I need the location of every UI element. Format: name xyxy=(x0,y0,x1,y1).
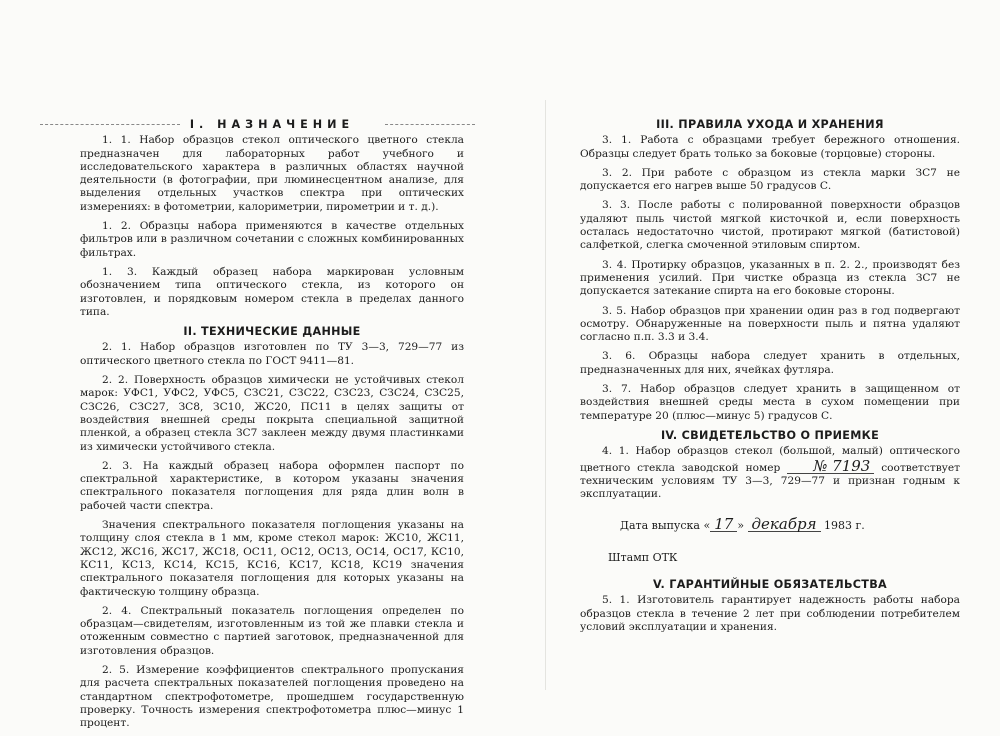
release-year: 1983 г. xyxy=(824,519,865,533)
paragraph-2-1: 2. 1. Набор образцов изготовлен по ТУ 3—3, 729—77 из оптического цветного стекла по ГОСТ 9411—81. xyxy=(80,341,464,367)
paragraph-3-3: 3. 3. После работы с полированной поверхности образцов удаляют пыль чистой мягкой кисточкой и, если поверхность осталась недостаточно чистой, протирают мягкой (батистовой) салфеткой, слегка смоченной этиловым спиртом. xyxy=(580,199,960,252)
release-date-quote: » xyxy=(737,519,745,533)
paragraph-5-1: 5. 1. Изготовитель гарантирует надежность работы набора образцов стекла в течение 2 лет при соблюдении потребителем условий эксплуатации и хранения. xyxy=(580,594,960,633)
paragraph-1-1: 1. 1. Набор образцов стекол оптического цветного стекла предназначен для лабораторных работ учебного и исследовательского характера в различных областях научной деятельности (в фотографии, при люминесцентном анализе, для выделения отдельных участков спектра при оптических измерениях: в фотометрии, калориметрии, пирометрии и т. д.). xyxy=(80,134,464,213)
paragraph-3-4: 3. 4. Протирку образцов, указанных в п. 2. 2., производят без применения усилий. При чистке образца из стекла ЗС7 не допускается затекание спирта на его боковые стороны. xyxy=(580,258,960,298)
paragraph-2-3-values: Значения спектрального показателя поглощения указаны на толщину слоя стекла в 1 мм, кроме стекол марок: ЖС10, ЖС11, ЖС12, ЖС16, ЖС17, ЖС18, ОС11, ОС12, ОС13, ОС14, ОС17, КС10, КС11, КС13, КС14, КС15, КС16, КС17, КС18, КС19 значения спектрального показателя поглощения для которых указаны на фактическую толщину образца. xyxy=(80,519,464,598)
paragraph-3-6: 3. 6. Образцы набора следует хранить в отдельных, предназначенных для них, ячейках футляра. xyxy=(580,350,960,376)
paragraph-2-4: 2. 4. Спектральный показатель поглощения определен по образцам—свидетелям, изготовленным из той же плавки стекла и отоженным совместно с партией заготовок, предназначенной для изготовления образцов. xyxy=(80,604,464,657)
paragraph-4-1 xyxy=(580,445,960,501)
paragraph-2-2: 2. 2. Поверхность образцов химически не устойчивых стекол марок: УФС1, УФС2, УФС5, СЗС21, СЗС22, СЗС23, СЗС24, СЗС25, СЗС26, СЗС27, ЗС8, ЗС10, ЖС20, ПС11 в целях защиты от воздействия внешней среды покрыта специальной защитной пленкой, а образец стекла ЗС7 заклеен между двумя пластинками из химически устойчивого стекла. xyxy=(80,374,464,453)
release-date-line xyxy=(580,517,960,532)
paragraph-3-5: 3. 5. Набор образцов при хранении один раз в год подвергают осмотру. Обнаруженные на поверхности пыль и пятна удаляют согласно п.п. 3.3 и 3.4. xyxy=(580,304,960,344)
paragraph-4-1-start: 4. 1. Набор образцов стекол (большой, малый) оптического цветного стекла заводской номер xyxy=(580,445,960,474)
release-month-handwritten: декабря xyxy=(748,517,821,532)
section-3-title: III. ПРАВИЛА УХОДА И ХРАНЕНИЯ xyxy=(656,118,884,131)
release-day-handwritten: 17 xyxy=(710,517,737,532)
section-1-title: I. НАЗНАЧЕНИЕ xyxy=(189,118,355,131)
left-page xyxy=(80,118,464,736)
otk-stamp-label: Штамп ОТК xyxy=(608,550,678,564)
page-fold-line xyxy=(545,100,546,690)
paragraph-2-5: 2. 5. Измерение коэффициентов спектрального пропускания для расчета спектральных показателей поглощения проведено на стандартном спектрофотометре, прошедшем государственную проверку. Точность измерения спектрофотометра плюс—минус 1 процент. xyxy=(80,663,464,730)
paragraph-4-1-end: соответствует техническим условиям ТУ 3—3, 729—77 и признан годным к эксплуатации. xyxy=(580,461,961,501)
paragraph-1-3: 1. 3. Каждый образец набора маркирован условным обозначением типа оптического стекла, из которого он изготовлен, и порядковым номером стекла в пределах данного типа. xyxy=(80,265,464,318)
paragraph-1-2: 1. 2. Образцы набора применяются в качестве отдельных фильтров или в различном сочетании с сложных комбинированных фильтрах. xyxy=(80,220,464,259)
section-2-title: II. ТЕХНИЧЕСКИЕ ДАННЫЕ xyxy=(183,325,361,339)
paragraph-3-2: 3. 2. При работе с образцом из стекла марки ЗС7 не допускается его нагрев выше 50 градусов С. xyxy=(580,166,960,193)
release-date-label: Дата выпуска « xyxy=(620,519,711,533)
right-page xyxy=(580,118,960,640)
section-4-title: IV. СВИДЕТЕЛЬСТВО О ПРИЕМКЕ xyxy=(660,428,880,442)
section-5-title: V. ГАРАНТИЙНЫЕ ОБЯЗАТЕЛЬСТВА xyxy=(653,578,887,592)
paragraph-3-7: 3. 7. Набор образцов следует хранить в защищенном от воздействия внешней среды места в сухом помещении при температуре 20 (плюс—минус 5) градусов С. xyxy=(580,383,960,422)
paragraph-3-1: 3. 1. Работа с образцами требует бережного отношения. Образцы следует брать только за боковые (торцовые) стороны. xyxy=(580,134,960,160)
paragraph-2-3: 2. 3. На каждый образец набора оформлен паспорт по спектральной характеристике, в котором указаны значения спектрального показателя поглощения для ряда длин волн в рабочей части спектра. xyxy=(80,459,464,512)
serial-number-handwritten: № 7193 xyxy=(787,459,874,474)
